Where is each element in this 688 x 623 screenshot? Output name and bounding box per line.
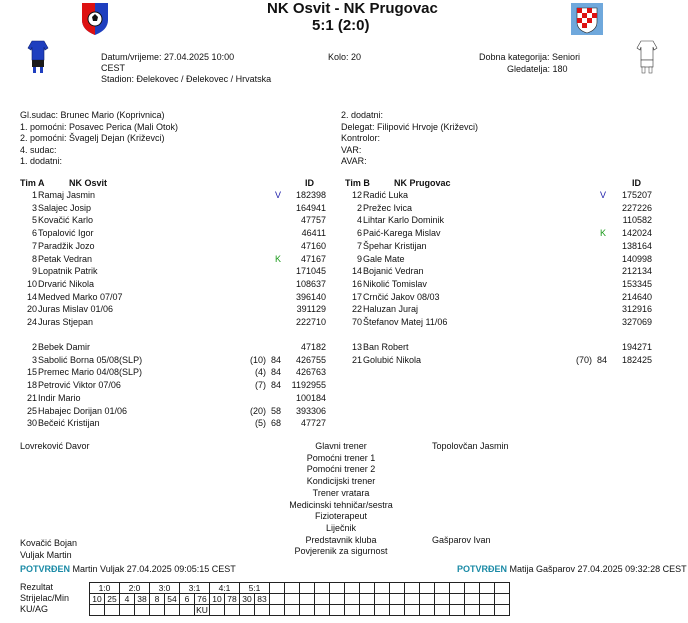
player-id: 47727: [300, 418, 326, 429]
empty-ku-cell: [300, 605, 315, 616]
match-timezone: CEST: [101, 63, 126, 73]
player-name: Štefanov Matej 11/06: [363, 317, 448, 327]
player-number: 9: [31, 266, 37, 277]
staff-right-name: Topolovčan Jasmin: [432, 441, 509, 451]
empty-ku-cell: [210, 605, 225, 616]
player-id: 47160: [300, 240, 326, 251]
player-id: 47167: [300, 253, 326, 264]
player-name: Paić-Karega Mislav: [363, 228, 441, 239]
empty-ku-cell: [165, 605, 180, 616]
substitution-for: (5): [255, 418, 266, 429]
staff-role: Pomoćni trener 1: [306, 452, 376, 463]
scorer-cell: 76: [195, 594, 210, 605]
team-a-label: Tim A: [20, 178, 45, 188]
empty-scorer-cell: [420, 594, 435, 605]
player-number: 3: [31, 202, 37, 213]
team-a-id-header: ID: [305, 178, 314, 188]
scorer-cell: 10: [210, 594, 225, 605]
player-name: Prežec Ivica: [363, 202, 413, 213]
empty-score-cell: [375, 583, 390, 594]
player-name: Medved Marko 07/07: [38, 291, 123, 302]
team-b-id-header: ID: [632, 178, 641, 188]
empty-ku-cell: [285, 605, 300, 616]
player-id: 222710: [295, 317, 326, 327]
age-category: Dobna kategorija: Seniori: [479, 52, 581, 62]
empty-scorer-cell: [465, 594, 480, 605]
player-id: 171045: [295, 266, 326, 277]
empty-ku-cell: [150, 605, 165, 616]
empty-scorer-cell: [375, 594, 390, 605]
empty-ku-cell: [420, 605, 435, 616]
player-name: Haluzan Juraj: [363, 304, 419, 315]
empty-score-cell: [315, 583, 330, 594]
match-title: NK Osvit - NK Prugovac: [267, 0, 438, 17]
player-number: 14: [26, 291, 37, 302]
player-number: 8: [31, 253, 37, 264]
player-id: 426763: [295, 367, 326, 378]
player-number: 70: [351, 317, 362, 327]
substitution-for: (7): [255, 380, 266, 391]
empty-scorer-cell: [390, 594, 405, 605]
player-name: Lopatnik Patrik: [38, 266, 98, 277]
empty-scorer-cell: [435, 594, 450, 605]
player-name: Indir Mario: [38, 392, 81, 403]
staff-role: Medicinski tehničar/sestra: [289, 499, 393, 510]
player-name: Radić Luka: [363, 190, 409, 200]
player-number: 3: [31, 354, 37, 365]
player-name: Petrović Viktor 07/06: [38, 380, 121, 391]
empty-ku-cell: [240, 605, 255, 616]
staff-role: Fizioterapeut: [314, 511, 368, 522]
empty-score-cell: [420, 583, 435, 594]
player-id: 140998: [621, 253, 652, 264]
empty-score-cell: [285, 583, 300, 594]
substitution-minute: 58: [271, 405, 282, 416]
score-cell: 2:0: [120, 583, 150, 594]
staff-role: Glavni trener: [315, 441, 367, 451]
player-id: 108637: [295, 278, 326, 289]
scorer-cell: 25: [105, 594, 120, 605]
goalkeeper-marker: V: [275, 190, 282, 200]
player-number: 21: [26, 392, 37, 403]
empty-scorer-cell: [360, 594, 375, 605]
nk-osvit-logo: [80, 2, 110, 36]
scorers-label: Strijelac/Min: [20, 593, 70, 603]
empty-score-cell: [330, 583, 345, 594]
results-table: [89, 582, 510, 616]
player-number: 7: [356, 240, 362, 251]
scorer-cell: 8: [150, 594, 165, 605]
player-number: 5: [31, 215, 37, 226]
player-id: 396140: [295, 291, 326, 302]
player-number: 2: [31, 342, 37, 352]
empty-score-cell: [405, 583, 420, 594]
official-left: 4. sudac:: [20, 144, 57, 155]
player-number: 7: [31, 240, 37, 251]
player-number: 14: [351, 266, 362, 277]
ku-label: KU/AG: [20, 604, 49, 614]
player-name: Bebek Damir: [38, 342, 91, 352]
confirmed-text: Martin Vuljak 27.04.2025 09:05:15 CEST: [72, 564, 236, 574]
empty-ku-cell: [375, 605, 390, 616]
scorer-cell: 6: [180, 594, 195, 605]
player-id: 164941: [295, 202, 326, 213]
empty-ku-cell: [105, 605, 120, 616]
player-number: 16: [351, 278, 362, 289]
player-number: 6: [31, 228, 37, 239]
player-name: Lihtar Karlo Dominik: [363, 215, 445, 226]
empty-scorer-cell: [270, 594, 285, 605]
scorer-cell: 30: [240, 594, 255, 605]
player-name: Kovačić Karlo: [38, 215, 94, 226]
scorer-cell: 10: [90, 594, 105, 605]
empty-ku-cell: [345, 605, 360, 616]
staff-role: Predstavnik kluba: [305, 534, 377, 545]
player-number: 18: [26, 380, 37, 391]
player-name: Ramaj Jasmin: [38, 190, 96, 200]
ku-cell: KU: [196, 605, 208, 615]
player-number: 2: [356, 202, 362, 213]
empty-ku-cell: [495, 605, 510, 616]
captain-marker: K: [275, 253, 282, 264]
player-name: Premec Mario 04/08(SLP): [38, 367, 143, 378]
empty-ku-cell: [180, 605, 195, 616]
empty-score-cell: [435, 583, 450, 594]
player-number: 22: [351, 304, 362, 315]
player-id: 46411: [301, 228, 326, 239]
staff-left-name: Kovačić Bojan: [20, 538, 78, 548]
empty-ku-cell: [405, 605, 420, 616]
staff-role: Trener vratara: [312, 487, 370, 498]
empty-ku-cell: [90, 605, 105, 616]
substitution-minute: 84: [271, 380, 282, 391]
attendance: Gledatelja: 180: [507, 64, 568, 74]
team-a-confirmation: [20, 564, 236, 574]
player-id: 327069: [621, 317, 652, 327]
results-label: Rezultat: [20, 582, 54, 592]
staff-left-name: Lovreković Davor: [20, 441, 90, 451]
player-id: 153345: [621, 278, 652, 289]
scorer-cell: 78: [225, 594, 240, 605]
score-cell: 1:0: [90, 583, 120, 594]
player-id: 110582: [622, 215, 652, 226]
official-right: VAR:: [341, 144, 362, 155]
score-cell: 5:1: [240, 583, 270, 594]
empty-ku-cell: [465, 605, 480, 616]
empty-score-cell: [495, 583, 510, 594]
substitution-minute: 84: [597, 354, 608, 365]
score-cell: 3:1: [180, 583, 210, 594]
staff-role: Liječnik: [325, 522, 356, 533]
substitution-for: (70): [575, 354, 592, 365]
staff-right-name: Gašparov Ivan: [432, 535, 491, 545]
staff-left-name: Vuljak Martin: [20, 550, 72, 560]
player-name: Bečeić Kristijan: [38, 418, 100, 429]
scorer-cell: 54: [165, 594, 180, 605]
substitution-for: (4): [255, 367, 266, 378]
match-datetime: Datum/vrijeme: 27.04.2025 10:00: [101, 52, 235, 62]
scorer-cell: 83: [255, 594, 270, 605]
empty-ku-cell: [435, 605, 450, 616]
player-name: Bojanić Vedran: [363, 266, 424, 277]
empty-scorer-cell: [450, 594, 465, 605]
player-id: 393306: [295, 405, 326, 416]
empty-ku-cell: [330, 605, 345, 616]
player-number: 15: [26, 367, 37, 378]
player-id: 182398: [295, 190, 326, 200]
empty-score-cell: [465, 583, 480, 594]
empty-score-cell: [480, 583, 495, 594]
official-right: Kontrolor:: [341, 133, 381, 143]
empty-ku-cell: [135, 605, 150, 616]
team-b-confirmation: [457, 564, 687, 574]
official-left: Gl.sudac: Brunec Mario (Koprivnica): [20, 110, 165, 120]
player-number: 24: [26, 317, 37, 327]
team-b-kit-icon: [636, 40, 658, 74]
player-id: 47182: [300, 342, 326, 352]
player-name: Topalović Igor: [38, 228, 94, 239]
empty-scorer-cell: [405, 594, 420, 605]
player-number: 10: [26, 278, 37, 289]
player-number: 13: [351, 342, 362, 352]
substitution-for: (10): [249, 354, 266, 365]
empty-scorer-cell: [495, 594, 510, 605]
player-number: 1: [31, 190, 37, 200]
player-name: Špehar Kristijan: [363, 240, 427, 251]
empty-ku-cell: [120, 605, 135, 616]
player-number: 6: [356, 228, 362, 239]
official-right: AVAR:: [341, 156, 367, 166]
staff-role: Povjerenik za sigurnost: [294, 546, 388, 557]
empty-ku-cell: [270, 605, 285, 616]
player-number: 20: [26, 304, 37, 315]
confirmed-label: POTVRĐEN: [457, 564, 508, 574]
substitution-minute: 84: [271, 367, 282, 378]
player-name: Salajec Josip: [38, 202, 92, 213]
substitution-minute: 68: [271, 418, 282, 429]
staff-role: Kondicijski trener: [306, 476, 376, 487]
score-cell: 4:1: [210, 583, 240, 594]
player-id: 312916: [621, 304, 652, 315]
score-cell: 3:0: [150, 583, 180, 594]
empty-ku-cell: [450, 605, 465, 616]
player-number: 25: [26, 405, 37, 416]
player-name: Habajec Dorijan 01/06: [38, 405, 128, 416]
player-name: Nikolić Tomislav: [363, 278, 427, 289]
empty-score-cell: [300, 583, 315, 594]
official-right: 2. dodatni:: [341, 110, 384, 120]
official-right: Delegat: Filipović Hrvoje (Križevci): [341, 121, 479, 132]
player-id: 214640: [621, 291, 652, 302]
empty-ku-cell: [480, 605, 495, 616]
empty-ku-cell: [360, 605, 375, 616]
empty-scorer-cell: [285, 594, 300, 605]
empty-score-cell: [390, 583, 405, 594]
player-id: 212134: [621, 266, 652, 277]
empty-scorer-cell: [300, 594, 315, 605]
official-left: 1. dodatni:: [20, 156, 63, 166]
player-id: 1192955: [291, 380, 326, 391]
empty-scorer-cell: [345, 594, 360, 605]
scorer-cell: 4: [120, 594, 135, 605]
official-left: 1. pomoćni: Posavec Perica (Mali Otok): [20, 121, 179, 132]
player-number: 4: [356, 215, 362, 226]
player-id: 227226: [621, 202, 652, 213]
player-id: 47757: [300, 215, 326, 226]
player-name: Golubić Nikola: [363, 354, 422, 365]
player-id: 194271: [621, 342, 652, 352]
player-number: 17: [351, 291, 362, 302]
player-name: Juras Mislav 01/06: [38, 304, 114, 315]
match-round: Kolo: 20: [328, 52, 362, 62]
confirmed-label: POTVRĐEN: [20, 564, 71, 574]
player-name: Paradžik Jozo: [38, 240, 95, 251]
empty-score-cell: [345, 583, 360, 594]
nk-prugovac-logo: [570, 2, 604, 36]
empty-ku-cell: [225, 605, 240, 616]
substitution-minute: 84: [271, 354, 282, 365]
empty-scorer-cell: [480, 594, 495, 605]
goalkeeper-marker: V: [600, 190, 607, 200]
player-name: Petak Vedran: [38, 253, 93, 264]
scorer-cell: 38: [135, 594, 150, 605]
match-score: 5:1 (2:0): [312, 17, 370, 34]
player-name: Ban Robert: [363, 342, 409, 352]
match-stadium: Stadion: Đelekovec / Đelekovec / Hrvatska: [101, 74, 272, 84]
player-id: 175207: [621, 190, 652, 200]
staff-role: Pomoćni trener 2: [306, 464, 376, 475]
player-id: 182425: [621, 354, 652, 365]
player-number: 30: [26, 418, 37, 429]
player-id: 138164: [621, 240, 652, 251]
player-id: 100184: [295, 392, 326, 403]
team-a-name: NK Osvit: [69, 178, 108, 188]
player-name: Gale Mate: [363, 253, 405, 264]
empty-scorer-cell: [330, 594, 345, 605]
team-b-label: Tim B: [345, 178, 370, 188]
player-id: 142024: [621, 228, 652, 239]
confirmed-text: Matija Gašparov 27.04.2025 09:32:28 CEST: [509, 564, 687, 574]
empty-scorer-cell: [315, 594, 330, 605]
empty-score-cell: [360, 583, 375, 594]
player-name: Juras Stjepan: [38, 317, 94, 327]
player-number: 12: [351, 190, 362, 200]
official-left: 2. pomoćni: Švagelj Dejan (Križevci): [20, 133, 165, 143]
player-name: Sabolić Borna 05/08(SLP): [38, 354, 143, 365]
empty-ku-cell: [390, 605, 405, 616]
player-id: 391129: [296, 304, 326, 315]
empty-ku-cell: [315, 605, 330, 616]
player-name: Crnčić Jakov 08/03: [363, 291, 440, 302]
empty-score-cell: [450, 583, 465, 594]
team-a-kit-icon: [27, 40, 49, 74]
empty-score-cell: [270, 583, 285, 594]
team-b-name: NK Prugovac: [394, 178, 451, 188]
substitution-for: (20): [249, 405, 266, 416]
player-number: 21: [351, 354, 362, 365]
empty-ku-cell: [255, 605, 270, 616]
captain-marker: K: [600, 228, 607, 239]
player-id: 426755: [295, 354, 326, 365]
player-number: 9: [356, 253, 362, 264]
player-name: Drvarić Nikola: [38, 278, 95, 289]
